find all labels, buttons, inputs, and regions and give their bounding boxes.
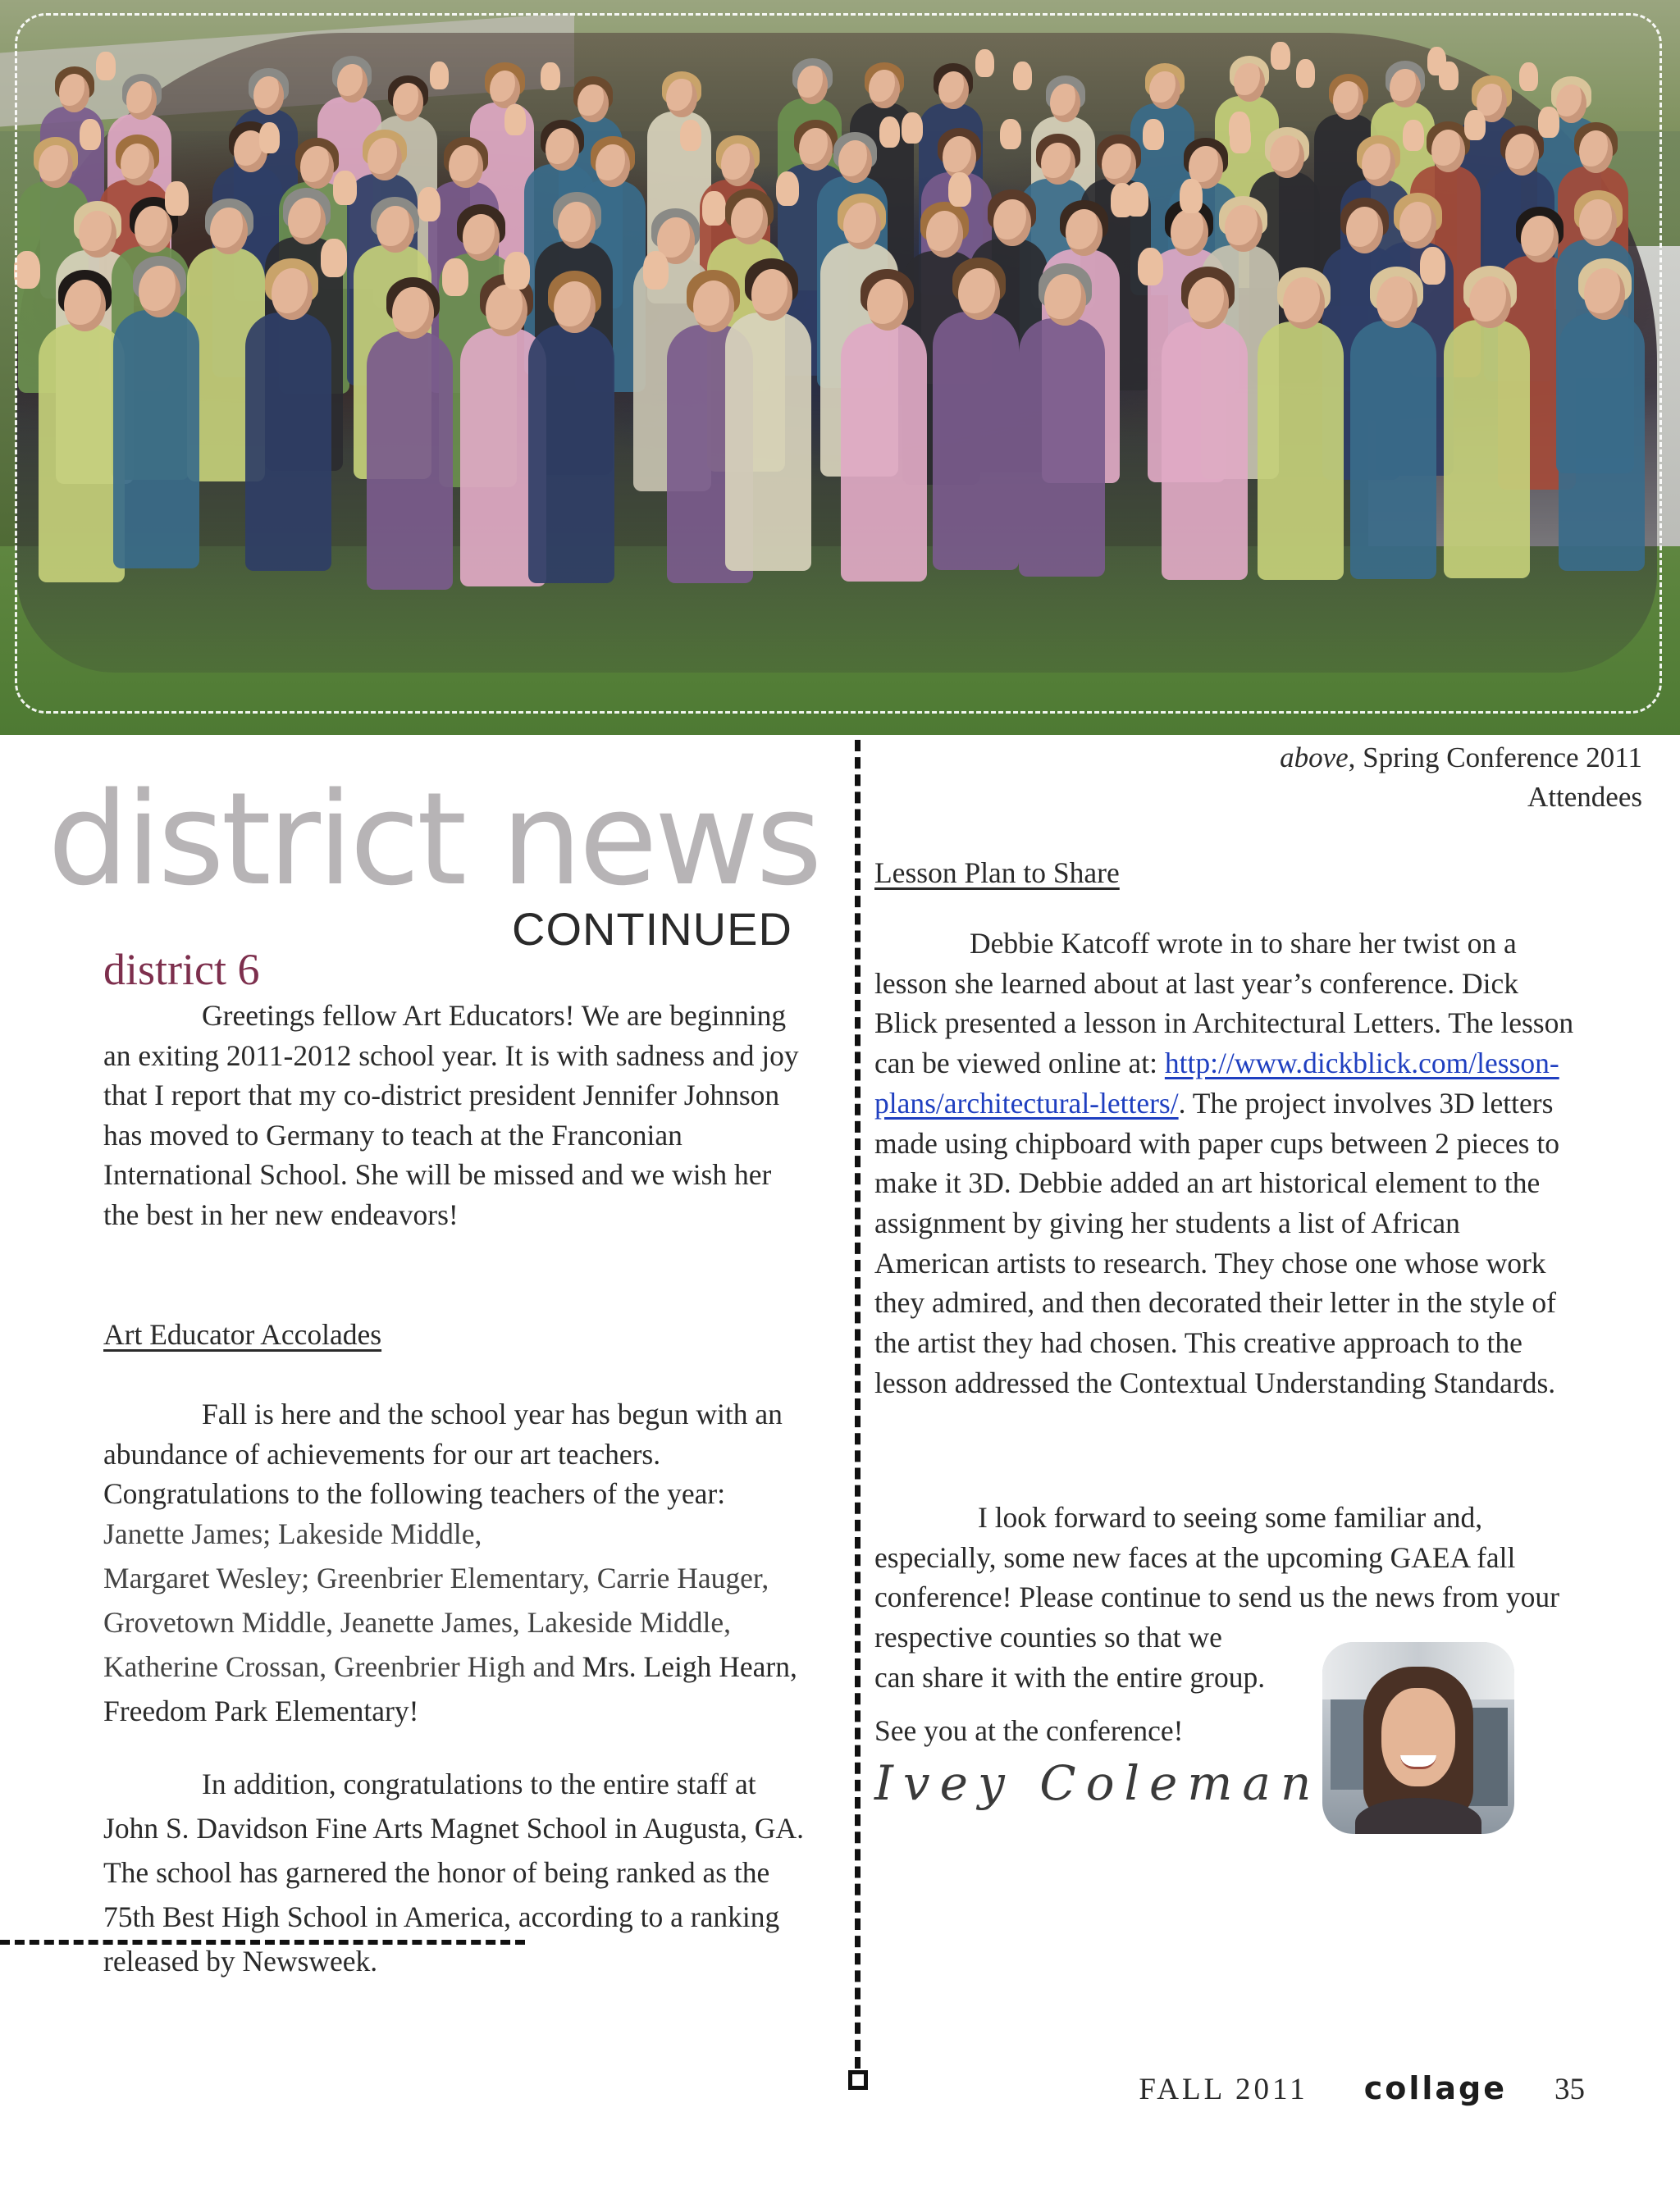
lesson-plan-heading: Lesson Plan to Share [874,856,1120,889]
group-photo [0,0,1680,735]
caption-text: , Spring Conference 2011 [1348,741,1642,773]
closing-line: See you at the conference! [874,1714,1184,1747]
dickblick-link[interactable]: http://www.dickblick.com/lesson-plans/architectural-letters/ [874,1047,1559,1120]
left-paragraph-2: Fall is here and the school year has begun with an abundance of achievements for our art teachers. Congratulations to the following teachers of the year: [103,1398,783,1510]
column-divider-end-square [848,2070,868,2090]
teachers-line-1: Janette James; Lakeside Middle, [103,1517,482,1550]
page-footer [1139,2070,1585,2119]
left-paragraph-3: In addition, congratulations to the entire staff at John S. Davidson Fine Arts Magnet School in Augusta, GA. The school has garnered the honor of being ranked as the 75th Best High School in America, according to a ranking released by Newsweek. [103,1768,804,1978]
teachers-line-rest: Margaret Wesley; Greenbrier Elementary, Carrie Hauger, Grovetown Middle, Jeanette James, Lakeside Middle, Katherine Crossan, Greenbrier High and [103,1562,769,1683]
horizontal-dashed-rule [0,1940,525,1945]
right-paragraph-2-line2: can share it with the entire group. [874,1660,1266,1694]
photo-dashed-frame [15,13,1662,714]
page-number: 35 [1554,2073,1585,2106]
author-portrait [1322,1642,1514,1834]
right-paragraph-1 [874,924,1580,1403]
right-paragraph-2-line1: I look forward to seeing some familiar and, especially, some new faces at the upcoming GAEA fall conference! Please continue to send us the news from your respective counties so that we [874,1501,1559,1654]
photo-caption [1068,738,1642,817]
portrait-face [1381,1688,1455,1786]
teachers-line-end: Mrs. Leigh Hearn, Freedom Park Elementary! [103,1650,797,1727]
caption-line2: Attendees [1527,781,1642,813]
lesson-text-before: Debbie Katcoff wrote in to share her twist on a lesson she learned about at last year’s conference. Dick Blick presented a lesson in Architectural Letters. The lesson can be viewed online at: [874,927,1574,1080]
teachers-list [103,1512,809,1733]
column-divider [855,740,861,2069]
district-heading: district 6 [103,945,260,994]
page-title: district news [48,764,819,914]
signature: Ivey Coleman [874,1755,1322,1811]
lesson-text-after: . The project involves 3D letters made using chipboard with paper cups between 2 pieces to make it 3D. Debbie added an art historical element to the assignment by giving her students a list of African American artists to research. They chose one whose work they admired, and then decorated their letter in the style of the artist they had chosen. This creative approach to the lesson addressed the Contextual Understanding Standards. [874,1086,1559,1399]
left-paragraph-1: Greetings fellow Art Educators! We are beginning an exiting 2011-2012 school year. It is with sadness and joy that I report that my co-district president Jennifer Johnson has moved to Germany to teach at the Franconian International School. She will be missed and we wish her the best in her new endeavors! [103,999,799,1231]
accolades-heading: Art Educator Accolades [103,1318,382,1351]
footer-season: FALL 2011 [1139,2073,1308,2106]
caption-italic: above [1280,741,1349,773]
footer-magazine-name: collage [1363,2070,1507,2106]
title-continued: CONTINUED [512,903,792,955]
